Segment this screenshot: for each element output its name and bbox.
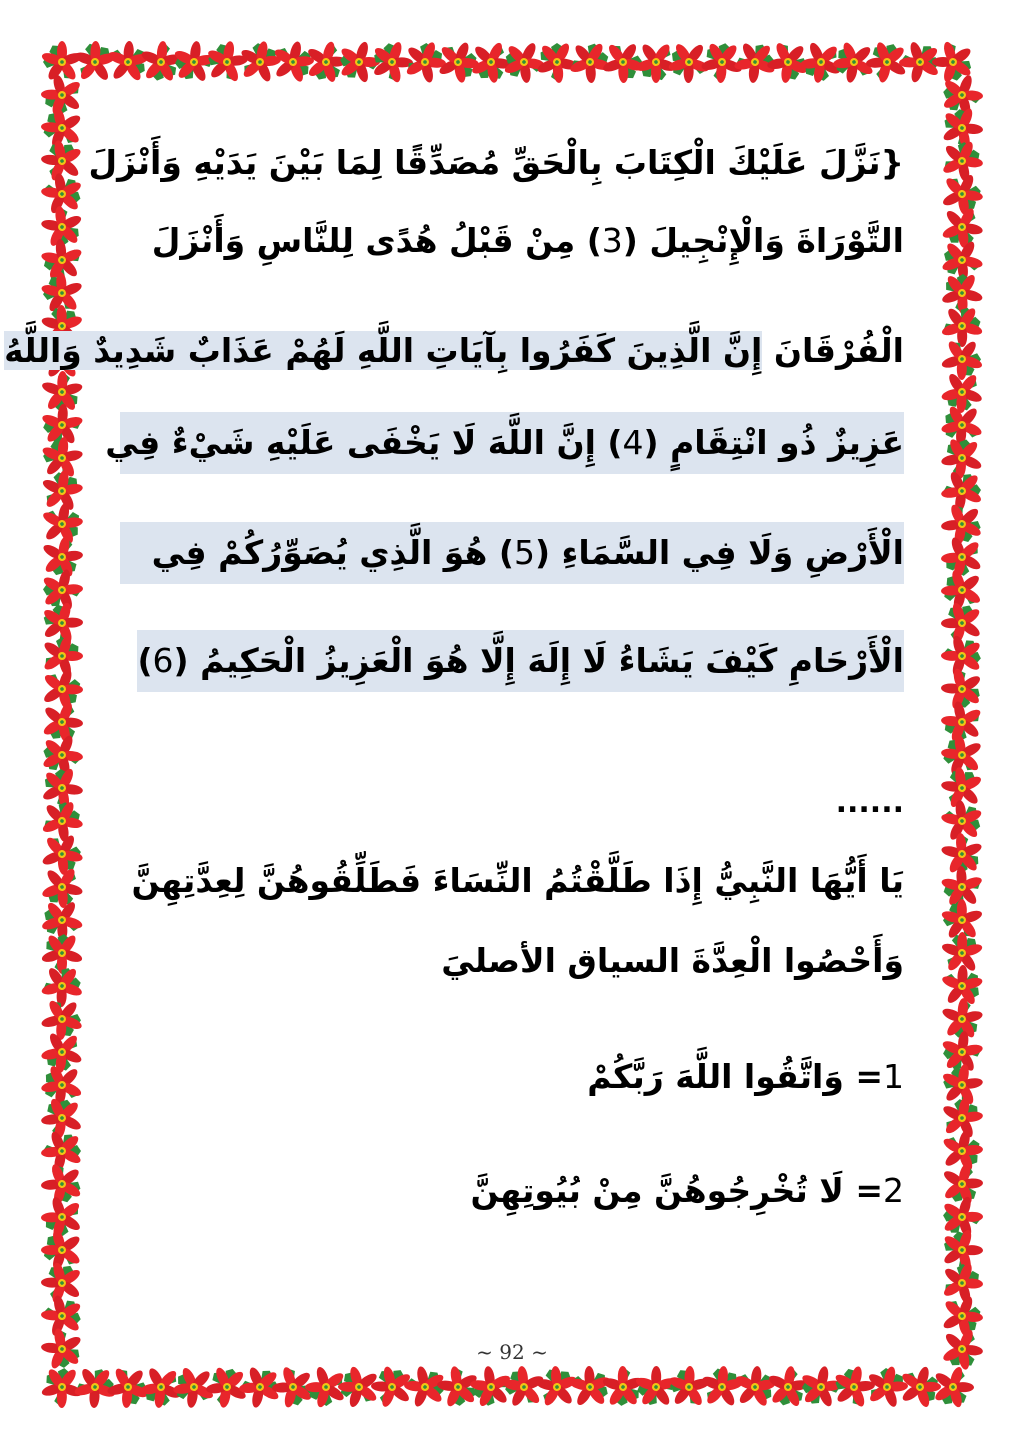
page-number: ~ 92 ~ bbox=[476, 1340, 548, 1364]
poinsettia-icon bbox=[40, 41, 83, 82]
poinsettia-icon bbox=[36, 664, 89, 715]
verse-text: التَّوْرَاةَ وَالْإِنْجِيلَ ( bbox=[622, 221, 904, 260]
poinsettia-icon bbox=[941, 1260, 984, 1305]
verse-line-2 bbox=[152, 210, 904, 272]
verse-text: ) bbox=[137, 641, 153, 680]
item-number: 2 bbox=[883, 1171, 904, 1210]
list-item-2 bbox=[471, 1160, 904, 1222]
second-verse-line-1 bbox=[131, 850, 904, 912]
verse-text: يَا أَيُّهَا النَّبِيُّ إِذَا طَلَّقْتُمُ النِّسَاءَ فَطَلِّقُوهُنَّ لِعِدَّتِهِنَّ bbox=[131, 861, 904, 900]
verse-line-5 bbox=[120, 522, 904, 584]
verse-text: ) إِنَّ اللَّهَ لَا يَخْفَى عَلَيْهِ شَيْءٌ فِي bbox=[105, 423, 623, 462]
poinsettia-icon bbox=[940, 137, 986, 185]
verse-line-1 bbox=[89, 132, 905, 194]
verse-line-6 bbox=[137, 630, 904, 692]
verse-number: 6 bbox=[152, 641, 174, 680]
verse-number: 4 bbox=[622, 423, 644, 462]
poinsettia-icon bbox=[39, 796, 87, 845]
separator-dots: ...... bbox=[835, 785, 904, 820]
item-text: = لَا تُخْرِجُوهُنَّ مِنْ بُيُوتِهِنَّ bbox=[470, 1171, 883, 1210]
verse-text: ) مِنْ قَبْلُ هُدًى لِلنَّاسِ وَأَنْزَلَ bbox=[151, 221, 602, 260]
verse-number: 5 bbox=[513, 533, 535, 572]
verse-text: {نَزَّلَ عَلَيْكَ الْكِتَابَ بِالْحَقِّ مُصَدِّقًا لِمَا بَيْنَ يَدَيْهِ وَأَنْزَلَ bbox=[88, 143, 904, 182]
verse-line-4 bbox=[105, 412, 904, 474]
item-number: 1 bbox=[883, 1057, 904, 1096]
highlighted-verse-text: إِنَّ الَّذِينَ كَفَرُوا بِآيَاتِ اللَّهِ لَهُمْ عَذَابٌ شَدِيدٌ وَاللَّهُ bbox=[4, 331, 763, 370]
verse-text: عَزِيزٌ ذُو انْتِقَامٍ ( bbox=[643, 423, 904, 462]
verse-line-3 bbox=[4, 320, 904, 382]
second-verse-line-2 bbox=[441, 930, 904, 992]
verse-number: 3 bbox=[601, 221, 623, 260]
poinsettia-icon bbox=[70, 36, 121, 89]
verse-text: وَأَحْصُوا الْعِدَّةَ السياق الأصليَ bbox=[441, 941, 904, 980]
item-text: = وَاتَّقُوا اللَّهَ رَبَّكُمْ bbox=[587, 1057, 883, 1096]
verse-text: الْفُرْقَانَ bbox=[762, 331, 904, 370]
poinsettia-icon bbox=[666, 1365, 711, 1408]
verse-text: ) هُوَ الَّذِي يُصَوِّرُكُمْ فِي bbox=[151, 533, 514, 572]
verse-text: الْأَرْحَامِ كَيْفَ يَشَاءُ لَا إِلَهَ إِلَّا هُوَ الْعَزِيزُ الْحَكِيمُ ( bbox=[173, 641, 904, 680]
verse-text: الْأَرْضِ وَلَا فِي السَّمَاءِ ( bbox=[534, 533, 904, 572]
poinsettia-icon bbox=[202, 38, 251, 86]
list-item-1 bbox=[587, 1046, 904, 1108]
poinsettia-icon bbox=[42, 634, 83, 677]
